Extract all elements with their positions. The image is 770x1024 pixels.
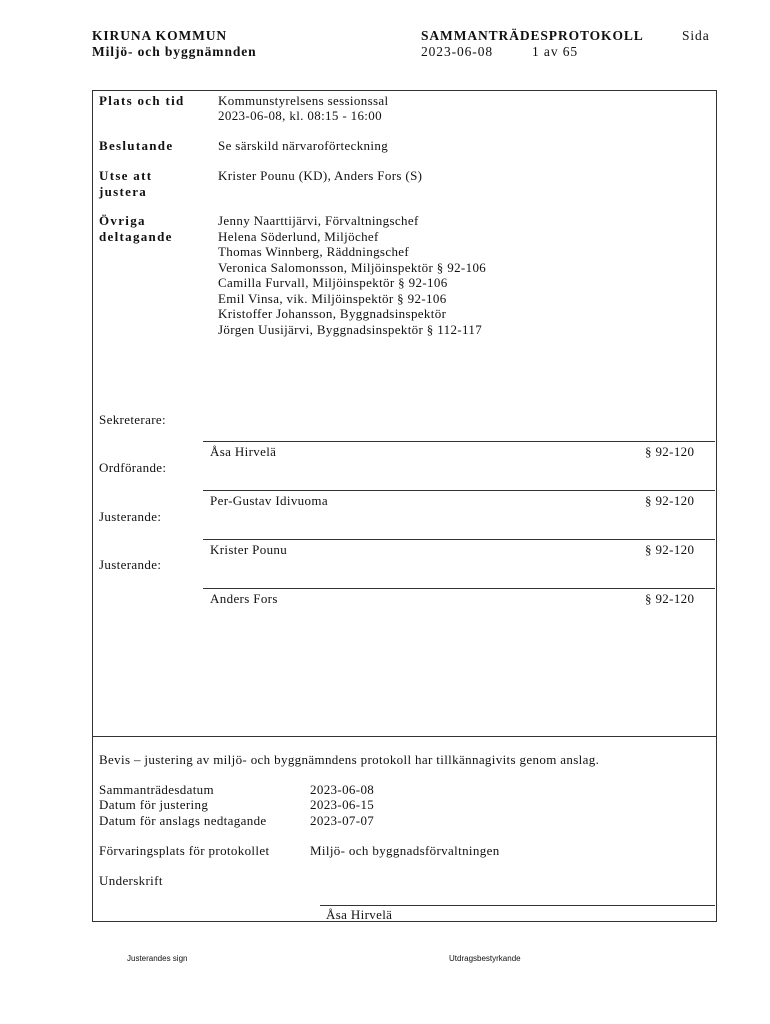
adjustment-date-value: 2023-06-15 xyxy=(310,797,375,812)
adjuster-label-1: Justerande: xyxy=(99,509,162,524)
chair-paragraphs: § 92-120 xyxy=(645,493,695,508)
chair-label: Ordförande: xyxy=(99,460,167,475)
participant: Jörgen Uusijärvi, Byggnadsinspektör § 112-117 xyxy=(218,321,483,337)
signature-line xyxy=(203,441,715,442)
signature-line xyxy=(320,905,715,906)
signatory-name: Åsa Hirvelä xyxy=(326,907,393,922)
removal-date-value: 2023-07-07 xyxy=(310,813,375,828)
meeting-date-label: Sammanträdesdatum xyxy=(99,782,214,797)
secretary-label: Sekreterare: xyxy=(99,412,166,427)
certificate-statement: Bevis – justering av miljö- och byggnämndens protokoll har tillkännagivits genom anslag. xyxy=(99,752,600,767)
signature-line xyxy=(203,588,715,589)
adjustment-date-label: Datum för justering xyxy=(99,797,209,812)
footer-extract-certification: Utdragsbestyrkande xyxy=(449,954,521,963)
signature-label: Underskrift xyxy=(99,873,163,888)
deciders-value: Se särskild närvaroförteckning xyxy=(218,138,389,153)
adjuster-1-name: Krister Pounu xyxy=(210,542,288,557)
page-number: 1 av 65 xyxy=(532,44,579,59)
secretary-name: Åsa Hirvelä xyxy=(210,444,277,459)
meeting-date-header: 2023-06-08 xyxy=(421,44,493,59)
adjuster-1-paragraphs: § 92-120 xyxy=(645,542,695,557)
page-label: Sida xyxy=(682,28,710,43)
adjusters-label-line1: Utse att xyxy=(99,168,153,183)
adjusters-value: Krister Pounu (KD), Anders Fors (S) xyxy=(218,168,423,183)
deciders-label: Beslutande xyxy=(99,138,174,153)
meeting-date-value: 2023-06-08 xyxy=(310,782,375,797)
footer-adjusters-sign: Justerandes sign xyxy=(127,954,188,963)
adjuster-2-paragraphs: § 92-120 xyxy=(645,591,695,606)
meeting-place: Kommunstyrelsens sessionssal xyxy=(218,93,389,108)
participant: Thomas Winnberg, Räddningschef xyxy=(218,244,410,259)
meeting-time: 2023-06-08, kl. 08:15 - 16:00 xyxy=(218,108,382,123)
storage-label: Förvaringsplats för protokollet xyxy=(99,843,270,858)
place-label: Plats och tid xyxy=(99,93,185,108)
adjusters-label-line2: justera xyxy=(99,184,148,199)
storage-value: Miljö- och byggnadsförvaltningen xyxy=(310,843,500,858)
department-name: Miljö- och byggnämnden xyxy=(92,44,257,59)
secretary-paragraphs: § 92-120 xyxy=(645,444,695,459)
participant: Veronica Salomonsson, Miljöinspektör § 92-106 xyxy=(218,259,487,275)
adjuster-label-2: Justerande: xyxy=(99,557,162,572)
adjuster-2-name: Anders Fors xyxy=(210,591,278,606)
participant: Kristoffer Johansson, Byggnadsinspektör xyxy=(218,306,447,321)
participant: Camilla Furvall, Miljöinspektör § 92-106 xyxy=(218,275,448,290)
others-list xyxy=(218,213,486,337)
chair-name: Per-Gustav Idivuoma xyxy=(210,493,328,508)
meeting-info-box xyxy=(92,90,717,737)
participant: Jenny Naarttijärvi, Förvaltningschef xyxy=(218,213,419,228)
document-type: SAMMANTRÄDESPROTOKOLL xyxy=(421,28,644,43)
others-label-line1: Övriga xyxy=(99,213,146,228)
signature-line xyxy=(203,539,715,540)
others-label-line2: deltagande xyxy=(99,229,173,244)
participant: Helena Söderlund, Miljöchef xyxy=(218,228,379,244)
signature-line xyxy=(203,490,715,491)
removal-date-label: Datum för anslags nedtagande xyxy=(99,813,267,828)
participant: Emil Vinsa, vik. Miljöinspektör § 92-106 xyxy=(218,290,447,306)
org-name: KIRUNA KOMMUN xyxy=(92,28,228,43)
